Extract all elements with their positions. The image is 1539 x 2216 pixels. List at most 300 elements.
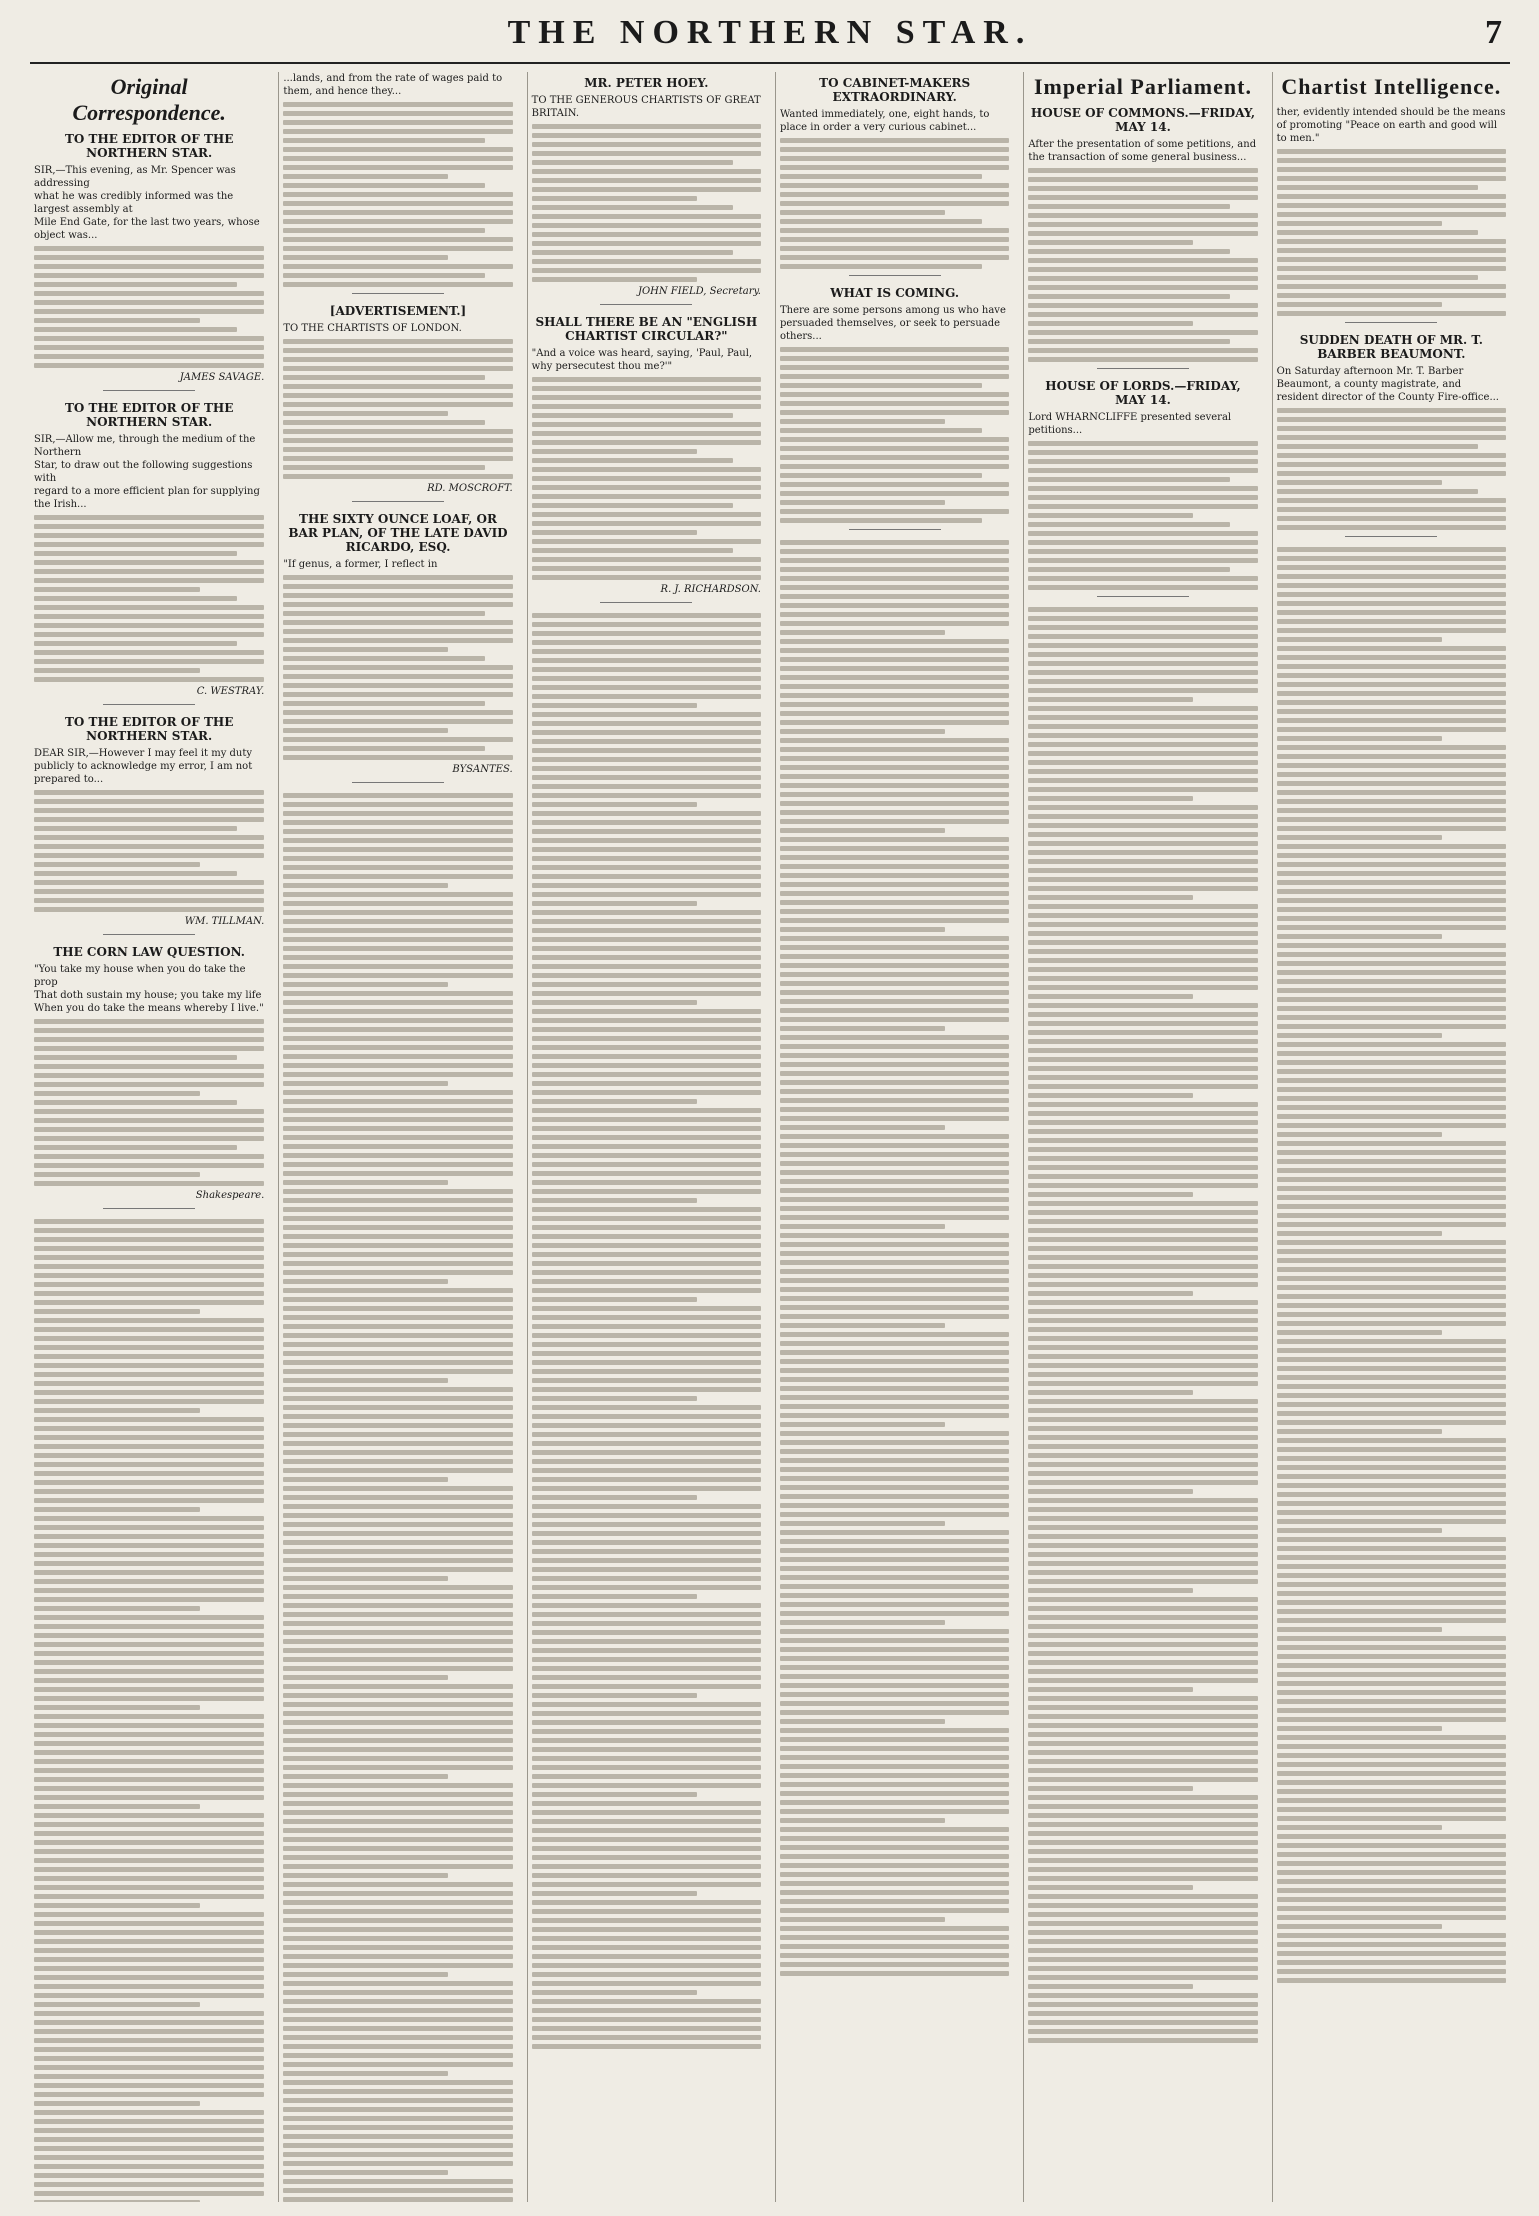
text-line-placeholder — [780, 1836, 1009, 1841]
article — [1028, 106, 1257, 369]
text-line-placeholder — [283, 1252, 512, 1257]
text-line-placeholder — [532, 874, 761, 879]
text-line-placeholder — [780, 1710, 1009, 1715]
article-text-line: "And a voice was heard, saying, 'Paul, Paul, why persecutest thou me?'" — [531, 348, 753, 372]
text-line-placeholder — [34, 1300, 264, 1305]
text-line-placeholder — [532, 1639, 761, 1644]
text-line-placeholder — [1028, 1120, 1257, 1125]
text-line-placeholder — [1028, 661, 1257, 666]
text-line-placeholder — [283, 883, 448, 888]
text-line-placeholder — [532, 793, 761, 798]
text-line-placeholder — [283, 802, 512, 807]
text-line-placeholder — [780, 1449, 1009, 1454]
text-line-placeholder — [532, 1630, 761, 1635]
text-line-placeholder — [283, 584, 512, 589]
text-line-placeholder — [532, 575, 761, 580]
text-line-placeholder — [780, 1566, 1009, 1571]
text-line-placeholder — [780, 1593, 1009, 1598]
text-line-placeholder — [1277, 673, 1506, 678]
text-line-placeholder — [780, 1584, 1009, 1589]
text-line-placeholder — [1277, 1114, 1506, 1119]
text-line-placeholder — [780, 1764, 1009, 1769]
text-line-placeholder — [283, 1378, 448, 1383]
text-line-placeholder — [34, 1336, 264, 1341]
text-line-placeholder — [1277, 1357, 1506, 1362]
text-line-placeholder — [283, 1396, 512, 1401]
text-line-placeholder — [34, 677, 264, 682]
text-line-placeholder — [780, 1962, 1009, 1967]
article-title: WHAT IS COMING. — [830, 286, 960, 300]
article-text-line: That doth sustain my house; you take my life — [34, 990, 262, 1001]
text-line-placeholder — [532, 1999, 761, 2004]
text-line-placeholder — [283, 1990, 512, 1995]
text-line-placeholder — [283, 102, 512, 107]
text-line-placeholder — [532, 910, 761, 915]
text-line-placeholder — [1277, 417, 1506, 422]
text-line-placeholder — [283, 928, 512, 933]
newspaper-title: THE NORTHERN STAR. — [507, 14, 1033, 51]
text-line-placeholder — [780, 1125, 945, 1130]
text-line-placeholder — [532, 631, 761, 636]
text-line-placeholder — [532, 1153, 761, 1158]
text-line-placeholder — [780, 228, 1009, 233]
text-line-placeholder — [780, 1521, 945, 1526]
text-line-placeholder — [1028, 1417, 1257, 1422]
text-line-placeholder — [283, 1567, 512, 1572]
text-line-placeholder — [283, 2035, 512, 2040]
text-line-placeholder — [780, 990, 1009, 995]
text-line-placeholder — [1277, 916, 1506, 921]
text-line-placeholder — [283, 2179, 512, 2184]
text-line-placeholder — [532, 1927, 761, 1932]
text-line-placeholder — [780, 264, 982, 269]
text-line-placeholder — [283, 1747, 512, 1752]
text-line-placeholder — [532, 1774, 761, 1779]
body-text-block — [532, 613, 761, 2049]
text-line-placeholder — [780, 237, 1009, 242]
text-line-placeholder — [283, 656, 485, 661]
text-line-placeholder — [1028, 1705, 1257, 1710]
text-line-placeholder — [1277, 1546, 1506, 1551]
text-line-placeholder — [283, 2017, 512, 2022]
text-line-placeholder — [1277, 1438, 1506, 1443]
text-line-placeholder — [283, 1972, 448, 1977]
text-line-placeholder — [1277, 646, 1506, 651]
text-line-placeholder — [1277, 1456, 1506, 1461]
text-line-placeholder — [283, 1153, 512, 1158]
text-line-placeholder — [532, 557, 761, 562]
text-line-placeholder — [532, 919, 761, 924]
text-line-placeholder — [532, 613, 761, 618]
text-line-placeholder — [283, 892, 512, 897]
text-line-placeholder — [1277, 1402, 1506, 1407]
text-line-placeholder — [780, 1107, 1009, 1112]
text-line-placeholder — [1028, 1066, 1257, 1071]
text-line-placeholder — [1277, 1933, 1506, 1938]
text-line-placeholder — [532, 1279, 761, 1284]
text-line-placeholder — [532, 739, 761, 744]
text-line-placeholder — [1277, 1258, 1506, 1263]
text-line-placeholder — [1277, 1492, 1506, 1497]
text-line-placeholder — [283, 1468, 512, 1473]
text-line-placeholder — [532, 883, 761, 888]
text-line-placeholder — [283, 829, 512, 834]
text-line-placeholder — [283, 246, 512, 251]
text-line-placeholder — [283, 1234, 512, 1239]
text-line-placeholder — [283, 210, 512, 215]
text-line-placeholder — [1028, 186, 1257, 191]
text-line-placeholder — [34, 2020, 264, 2025]
text-line-placeholder — [1028, 886, 1257, 891]
text-line-placeholder — [283, 973, 512, 978]
text-line-placeholder — [283, 847, 512, 852]
text-line-placeholder — [532, 124, 761, 129]
text-line-placeholder — [1028, 670, 1257, 675]
text-line-placeholder — [283, 156, 512, 161]
text-line-placeholder — [1028, 1453, 1257, 1458]
text-line-placeholder — [532, 775, 761, 780]
text-line-placeholder — [1028, 1534, 1257, 1539]
text-line-placeholder — [780, 1908, 1009, 1913]
text-line-placeholder — [34, 2047, 264, 2052]
text-line-placeholder — [34, 578, 264, 583]
text-line-placeholder — [1277, 275, 1479, 280]
text-line-placeholder — [1277, 1384, 1506, 1389]
article — [34, 132, 264, 391]
text-line-placeholder — [34, 1255, 264, 1260]
text-line-placeholder — [34, 2011, 264, 2016]
text-line-placeholder — [1028, 1939, 1257, 1944]
article — [780, 286, 1009, 530]
text-line-placeholder — [780, 1242, 1009, 1247]
text-line-placeholder — [283, 620, 512, 625]
text-line-placeholder — [283, 1513, 512, 1518]
text-line-placeholder — [532, 485, 761, 490]
body-text-block — [283, 339, 512, 479]
text-line-placeholder — [1028, 706, 1257, 711]
text-line-placeholder — [780, 1179, 1009, 1184]
text-line-placeholder — [780, 1485, 1009, 1490]
text-line-placeholder — [1277, 1753, 1506, 1758]
text-line-placeholder — [1277, 1564, 1506, 1569]
text-line-placeholder — [780, 801, 1009, 806]
text-line-placeholder — [1028, 1840, 1257, 1845]
text-line-placeholder — [34, 363, 264, 368]
text-line-placeholder — [1028, 2002, 1257, 2007]
text-line-placeholder — [1277, 1411, 1506, 1416]
text-line-placeholder — [283, 201, 512, 206]
text-line-placeholder — [780, 585, 1009, 590]
text-line-placeholder — [1028, 1570, 1257, 1575]
text-line-placeholder — [283, 1315, 512, 1320]
text-line-placeholder — [1028, 733, 1257, 738]
text-line-placeholder — [283, 692, 512, 697]
text-line-placeholder — [780, 1440, 1009, 1445]
text-line-placeholder — [1028, 213, 1257, 218]
text-line-placeholder — [532, 1081, 761, 1086]
article-text-line: what he was credibly informed was the largest assembly at — [34, 191, 234, 215]
text-line-placeholder — [532, 1720, 761, 1725]
text-line-placeholder — [1028, 2029, 1257, 2034]
text-line-placeholder — [34, 1019, 264, 1024]
text-line-placeholder — [780, 356, 1009, 361]
text-line-placeholder — [1028, 742, 1257, 747]
text-line-placeholder — [283, 2152, 512, 2157]
text-line-placeholder — [283, 438, 512, 443]
text-line-placeholder — [1028, 1273, 1257, 1278]
text-line-placeholder — [34, 1372, 264, 1377]
text-line-placeholder — [34, 1975, 264, 1980]
text-line-placeholder — [1277, 547, 1506, 552]
text-line-placeholder — [1277, 1447, 1506, 1452]
text-line-placeholder — [780, 846, 1009, 851]
text-line-placeholder — [1277, 1717, 1506, 1722]
text-line-placeholder — [780, 1224, 945, 1229]
text-line-placeholder — [1028, 459, 1257, 464]
text-line-placeholder — [34, 1381, 264, 1386]
text-line-placeholder — [34, 799, 264, 804]
text-line-placeholder — [34, 1930, 264, 1935]
text-line-placeholder — [1277, 1636, 1506, 1641]
text-line-placeholder — [34, 1723, 264, 1728]
text-line-placeholder — [780, 1971, 1009, 1976]
text-line-placeholder — [1277, 1501, 1506, 1506]
text-line-placeholder — [34, 1858, 264, 1863]
text-line-placeholder — [1277, 844, 1506, 849]
text-line-placeholder — [1277, 167, 1506, 172]
text-line-placeholder — [780, 864, 1009, 869]
text-line-placeholder — [1277, 1240, 1506, 1245]
text-line-placeholder — [283, 339, 512, 344]
text-line-placeholder — [34, 1966, 264, 1971]
text-line-placeholder — [532, 1450, 761, 1455]
text-line-placeholder — [1028, 1516, 1257, 1521]
text-line-placeholder — [1277, 1915, 1506, 1920]
text-line-placeholder — [283, 1306, 512, 1311]
text-line-placeholder — [34, 1246, 264, 1251]
text-line-placeholder — [780, 1575, 1009, 1580]
text-line-placeholder — [283, 955, 512, 960]
text-line-placeholder — [780, 1341, 1009, 1346]
text-line-placeholder — [34, 569, 264, 574]
text-line-placeholder — [283, 1666, 512, 1671]
text-line-placeholder — [532, 1738, 761, 1743]
text-line-placeholder — [780, 1935, 1009, 1940]
text-line-placeholder — [1277, 1348, 1506, 1353]
text-line-placeholder — [1028, 607, 1257, 612]
text-line-placeholder — [780, 410, 1009, 415]
text-line-placeholder — [34, 844, 264, 849]
text-line-placeholder — [1028, 1597, 1257, 1602]
text-line-placeholder — [34, 650, 264, 655]
text-line-placeholder — [283, 820, 512, 825]
text-line-placeholder — [1277, 1762, 1506, 1767]
text-line-placeholder — [532, 1837, 761, 1842]
text-line-placeholder — [780, 1395, 1009, 1400]
text-line-placeholder — [283, 174, 448, 179]
text-line-placeholder — [1028, 1165, 1257, 1170]
body-text-block — [34, 1219, 264, 2202]
text-line-placeholder — [1028, 1849, 1257, 1854]
text-line-placeholder — [283, 755, 512, 760]
text-line-placeholder — [1277, 284, 1506, 289]
text-line-placeholder — [780, 954, 1009, 959]
text-line-placeholder — [532, 1990, 697, 1995]
text-line-placeholder — [283, 1171, 512, 1176]
text-line-placeholder — [1277, 592, 1506, 597]
text-line-placeholder — [34, 1804, 200, 1809]
text-line-placeholder — [34, 1957, 264, 1962]
text-line-placeholder — [1028, 339, 1230, 344]
text-line-placeholder — [532, 1567, 761, 1572]
text-line-placeholder — [283, 1999, 512, 2004]
text-line-placeholder — [283, 402, 512, 407]
text-line-placeholder — [1277, 453, 1506, 458]
text-line-placeholder — [34, 1543, 264, 1548]
article-text-line: object was... — [34, 230, 98, 241]
text-line-placeholder — [283, 1324, 512, 1329]
text-line-placeholder — [532, 187, 761, 192]
text-line-placeholder — [1028, 697, 1193, 702]
text-line-placeholder — [780, 1269, 1009, 1274]
text-line-placeholder — [1277, 628, 1506, 633]
text-line-placeholder — [1277, 1420, 1506, 1425]
text-line-placeholder — [1028, 1507, 1257, 1512]
text-line-placeholder — [1277, 790, 1506, 795]
text-line-placeholder — [283, 1792, 512, 1797]
text-line-placeholder — [283, 1486, 512, 1491]
text-line-placeholder — [1028, 1030, 1257, 1035]
text-line-placeholder — [1028, 222, 1257, 227]
text-line-placeholder — [1028, 1255, 1257, 1260]
text-line-placeholder — [780, 491, 1009, 496]
text-line-placeholder — [1028, 1480, 1257, 1485]
text-line-placeholder — [532, 1261, 761, 1266]
text-line-placeholder — [1277, 1375, 1506, 1380]
text-line-placeholder — [283, 611, 485, 616]
text-line-placeholder — [532, 748, 761, 753]
text-line-placeholder — [34, 668, 200, 673]
text-line-placeholder — [283, 1639, 512, 1644]
text-line-placeholder — [532, 640, 761, 645]
article-signature: C. WESTRAY. — [196, 686, 265, 697]
text-line-placeholder — [1028, 1210, 1257, 1215]
text-line-placeholder — [532, 1513, 761, 1518]
text-line-placeholder — [532, 133, 761, 138]
text-line-placeholder — [780, 437, 1009, 442]
text-line-placeholder — [283, 575, 512, 580]
article-text-line: them, and hence they... — [283, 86, 402, 97]
column-4 — [775, 72, 1013, 2202]
text-line-placeholder — [1277, 1393, 1506, 1398]
article-divider — [352, 293, 444, 294]
text-line-placeholder — [532, 1324, 761, 1329]
text-line-placeholder — [1277, 1150, 1506, 1155]
text-line-placeholder — [283, 728, 448, 733]
text-line-placeholder — [34, 1309, 200, 1314]
text-line-placeholder — [780, 192, 1009, 197]
text-line-placeholder — [780, 1089, 1009, 1094]
text-line-placeholder — [1277, 1870, 1506, 1875]
article-text-line: TO THE GENEROUS CHARTISTS OF GREAT BRITAIN. — [531, 95, 761, 119]
text-line-placeholder — [1028, 1237, 1257, 1242]
text-line-placeholder — [780, 1863, 1009, 1868]
text-line-placeholder — [532, 964, 761, 969]
text-line-placeholder — [780, 419, 945, 424]
text-line-placeholder — [283, 1288, 512, 1293]
text-line-placeholder — [34, 1597, 264, 1602]
text-line-placeholder — [1028, 1462, 1257, 1467]
text-line-placeholder — [780, 1161, 1009, 1166]
text-line-placeholder — [34, 587, 200, 592]
text-line-placeholder — [1277, 1177, 1506, 1182]
text-line-placeholder — [532, 259, 761, 264]
text-line-placeholder — [1277, 1339, 1506, 1344]
article-divider — [1345, 322, 1437, 323]
body-text-block — [283, 102, 512, 287]
text-line-placeholder — [34, 880, 264, 885]
text-line-placeholder — [1277, 808, 1506, 813]
text-line-placeholder — [283, 865, 512, 870]
text-line-placeholder — [780, 1044, 1009, 1049]
text-line-placeholder — [34, 2200, 200, 2202]
text-line-placeholder — [780, 1944, 1009, 1949]
text-line-placeholder — [1028, 1795, 1257, 1800]
text-line-placeholder — [1028, 931, 1257, 936]
text-line-placeholder — [532, 2026, 761, 2031]
text-line-placeholder — [34, 853, 264, 858]
text-line-placeholder — [283, 2062, 512, 2067]
text-line-placeholder — [532, 1846, 761, 1851]
text-line-placeholder — [34, 1705, 200, 1710]
text-line-placeholder — [34, 2164, 264, 2169]
text-line-placeholder — [532, 1657, 761, 1662]
text-line-placeholder — [283, 1630, 512, 1635]
text-line-placeholder — [1028, 1300, 1257, 1305]
text-line-placeholder — [532, 2035, 761, 2040]
text-line-placeholder — [34, 336, 264, 341]
text-line-placeholder — [34, 2191, 264, 2196]
text-line-placeholder — [283, 1180, 448, 1185]
text-line-placeholder — [283, 1837, 512, 1842]
text-line-placeholder — [283, 411, 448, 416]
text-line-placeholder — [1028, 249, 1230, 254]
article-divider — [849, 529, 941, 530]
text-line-placeholder — [283, 1657, 512, 1662]
text-line-placeholder — [1028, 1678, 1257, 1683]
body-text-block — [1028, 441, 1257, 590]
text-line-placeholder — [532, 1549, 761, 1554]
text-line-placeholder — [1277, 471, 1506, 476]
text-line-placeholder — [283, 1693, 512, 1698]
text-line-placeholder — [1277, 1186, 1506, 1191]
article-signature: WM. TILLMAN. — [184, 916, 265, 927]
text-line-placeholder — [34, 1408, 200, 1413]
text-line-placeholder — [1277, 799, 1506, 804]
text-line-placeholder — [1028, 486, 1257, 491]
text-line-placeholder — [34, 1091, 200, 1096]
text-line-placeholder — [780, 612, 1009, 617]
text-line-placeholder — [1028, 976, 1257, 981]
text-line-placeholder — [1028, 1246, 1257, 1251]
text-line-placeholder — [283, 1855, 512, 1860]
text-line-placeholder — [34, 1813, 264, 1818]
text-line-placeholder — [34, 817, 264, 822]
text-line-placeholder — [532, 250, 734, 255]
text-line-placeholder — [283, 1270, 512, 1275]
text-line-placeholder — [1028, 1111, 1257, 1116]
article-text-line: There are some persons among us who have persuaded themselves, or seek to persuade others... — [779, 305, 1006, 342]
